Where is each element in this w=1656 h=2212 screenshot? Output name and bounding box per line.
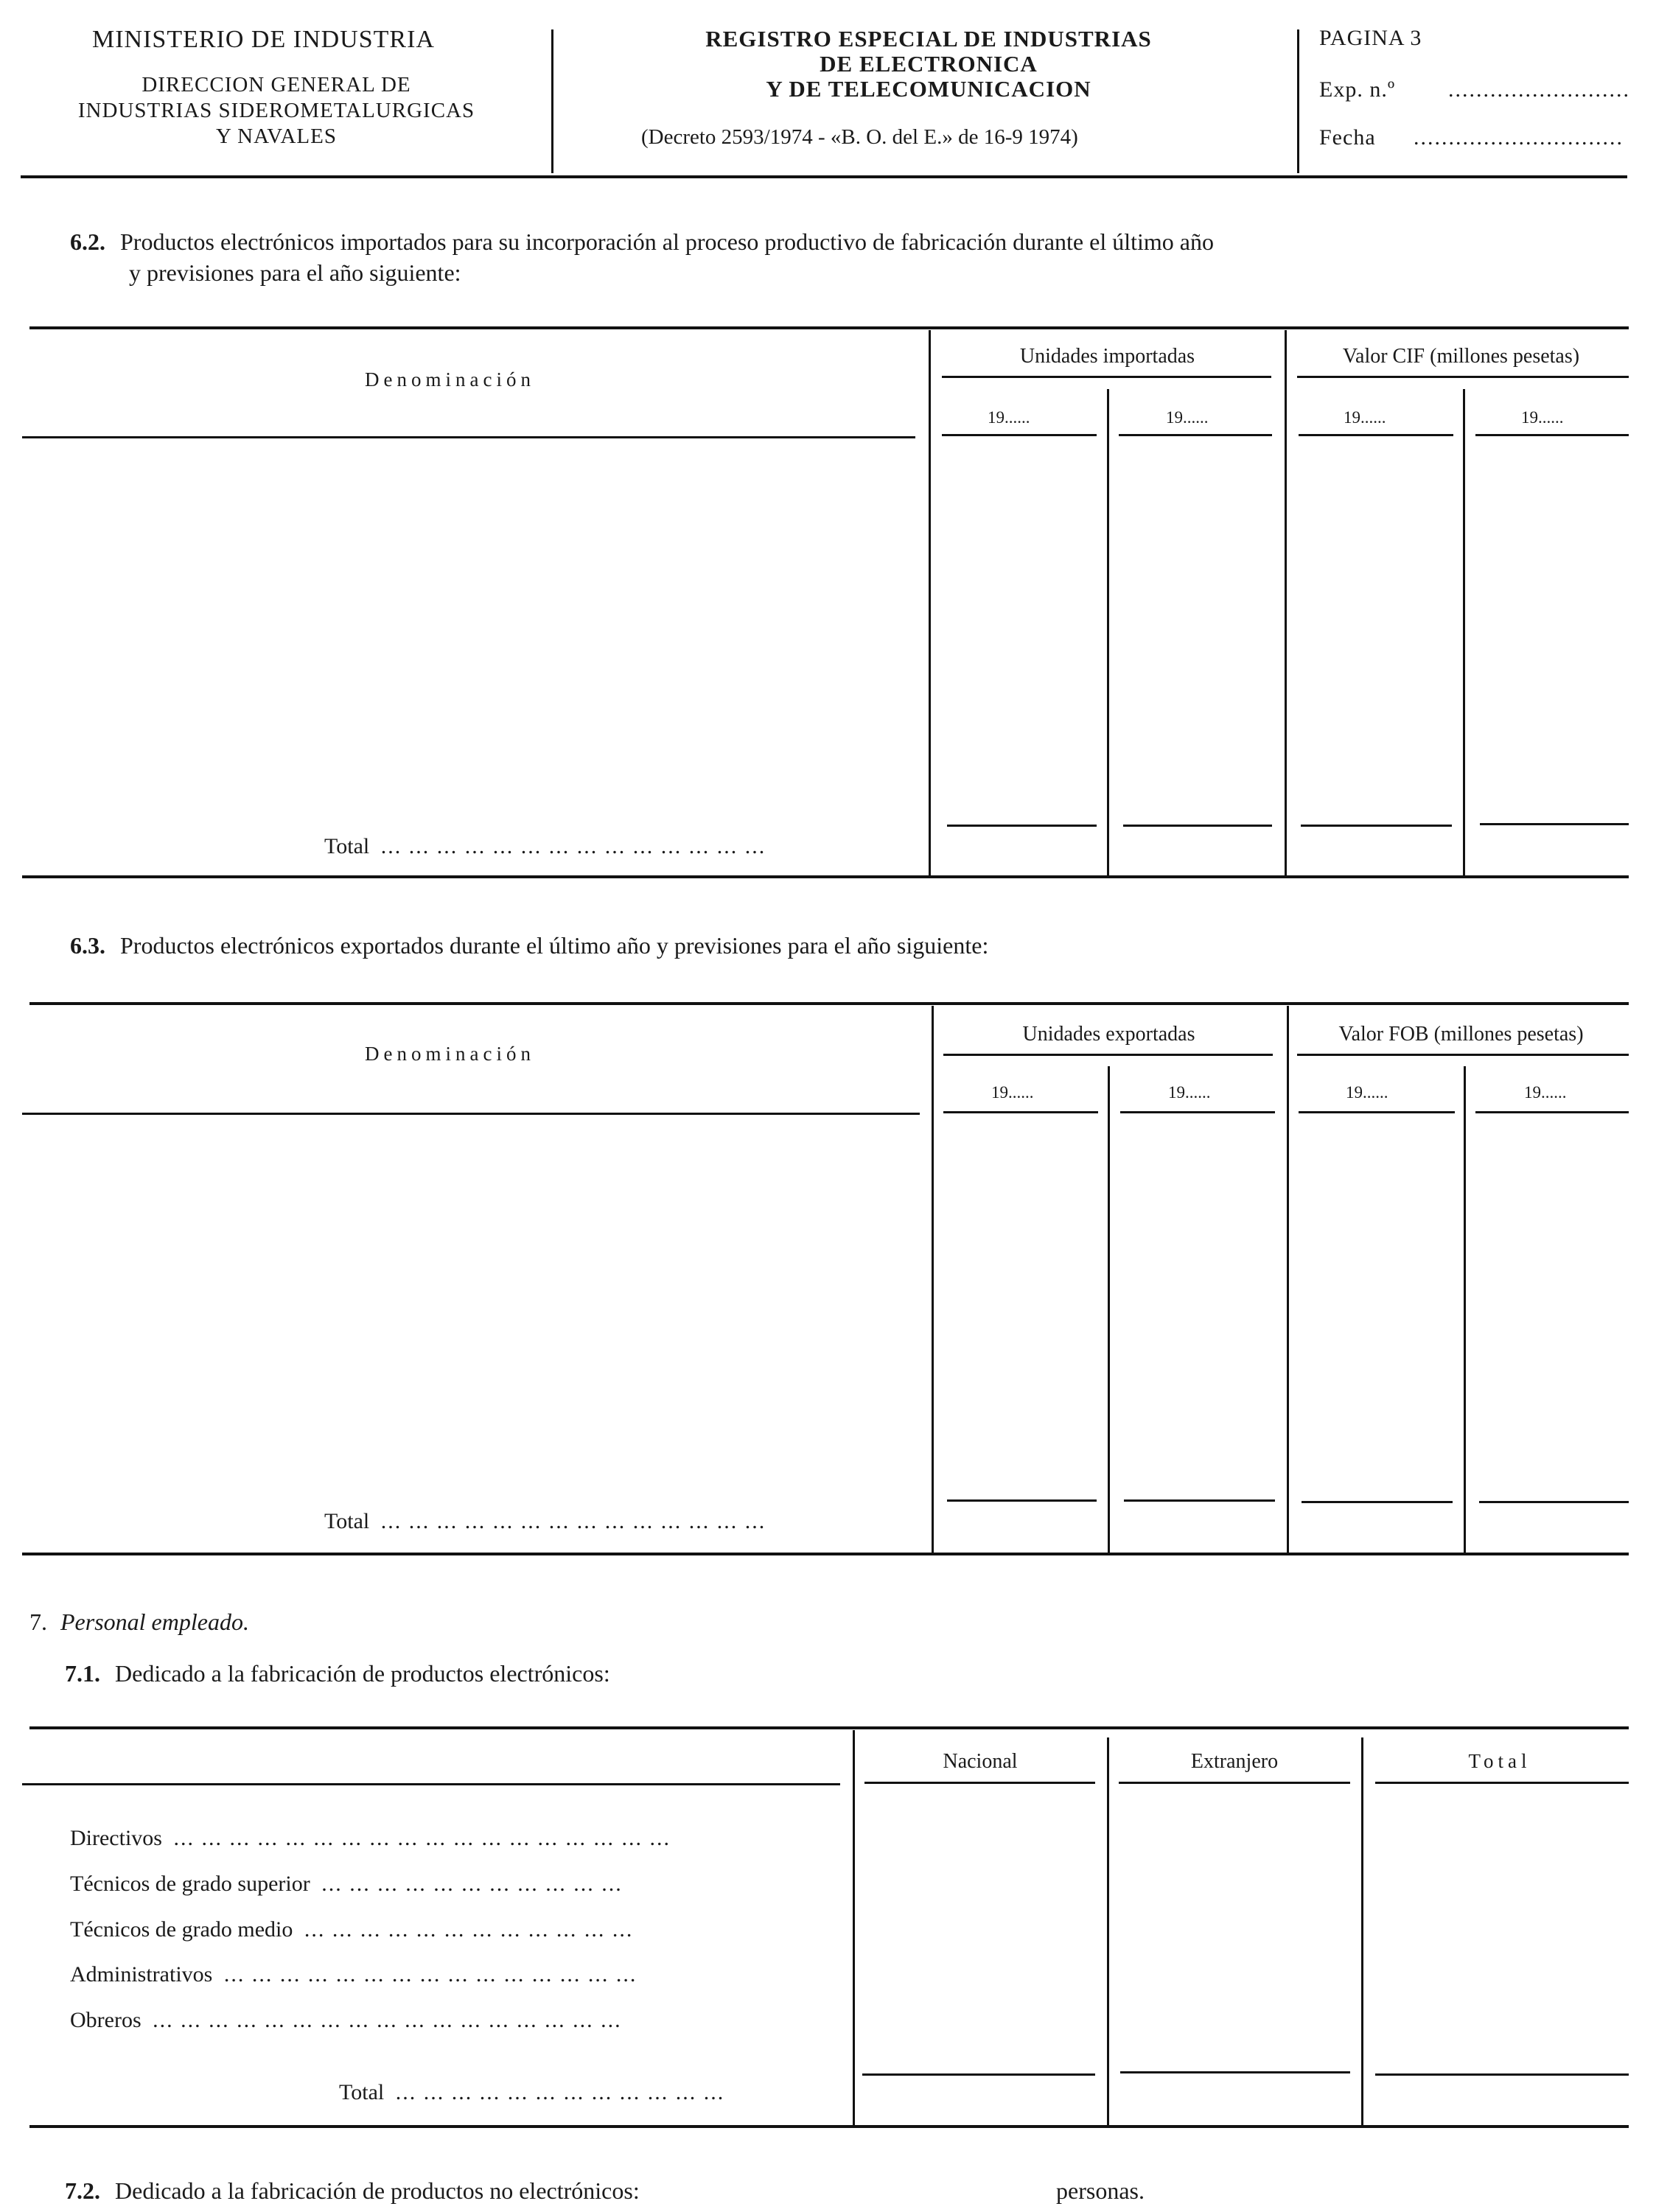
personnel-row-label: Directivos [70,1826,162,1850]
section-7-1-heading [65,1660,610,1687]
personnel-row-label: Administrativos [70,1962,213,1987]
imports-year-4: 19...... [1521,408,1564,427]
imports-units-rule [942,376,1271,378]
imports-sum-rule-2 [1123,825,1272,827]
imports-header-rule [22,436,915,438]
personnel-divider-main [853,1730,855,2127]
imports-year-2: 19...... [1166,408,1209,427]
exports-year-3: 19...... [1346,1083,1388,1102]
exports-units-rule [943,1054,1273,1056]
section-7-2-text: Dedicado a la fabricación de productos no electrónicos: [115,2177,640,2204]
exports-divider-main [932,1006,934,1553]
page-number: PAGINA 3 [1319,26,1422,50]
section-7-1-number: 7.1. [65,1660,100,1687]
imports-value-rule [1297,376,1629,378]
personnel-row-dots: ... ... ... ... ... ... ... ... ... ... ... ... [304,1917,634,1942]
section-7-2-number: 7.2. [65,2177,100,2204]
section-7-2-heading [65,2177,640,2205]
fecha-label: Fecha [1319,125,1376,150]
registry-line-3: Y DE TELECOMUNICACION [766,76,1091,102]
personnel-row [70,1917,633,1942]
section-6-2-text-line-2: y previsiones para el año siguiente: [129,259,461,286]
exports-total-label: Total [324,1509,370,1533]
personnel-sum-rule-2 [1120,2071,1350,2073]
personnel-divider-1 [1107,1737,1109,2127]
imports-divider-2 [1285,330,1287,875]
imports-total-label: Total [324,834,370,858]
section-6-3-heading [70,932,988,959]
exports-year-rule-1 [943,1111,1098,1113]
decree-reference: (Decreto 2593/1974 - «B. O. del E.» de 16-9 1974) [641,125,1078,149]
exports-total-dots: ... ... ... ... ... ... ... ... ... ... ... ... ... ... [380,1509,766,1533]
personnel-label-rule [22,1783,840,1785]
personnel-sum-rule-1 [862,2073,1095,2076]
personnel-head-rule-3 [1375,1782,1629,1784]
imports-total-dots: ... ... ... ... ... ... ... ... ... ... ... ... ... ... [380,834,766,858]
personnel-row [70,1962,637,1987]
header-divider-left [551,29,553,173]
exports-year-1: 19...... [991,1083,1034,1102]
imports-top-rule [29,326,1629,329]
section-6-2-heading [70,228,1214,256]
imports-sum-rule-4 [1480,823,1629,825]
direction-line-3: Y NAVALES [216,125,337,148]
section-6-3-number: 6.3. [70,932,105,959]
direction-line-2: INDUSTRIAS SIDEROMETALURGICAS [77,99,475,122]
personnel-row-label: Técnicos de grado superior [70,1872,310,1896]
personnel-col-nacional: Nacional [943,1750,1018,1773]
imports-year-1: 19...... [988,408,1030,427]
section-6-3-text: Productos electrónicos exportados durante el último año y previsiones para el año siguiente: [120,932,989,959]
header-rule [21,175,1627,178]
exports-sum-rule-3 [1302,1501,1453,1503]
registry-line-2: DE ELECTRONICA [820,51,1038,77]
exports-col-denominacion: Denominación [365,1043,535,1065]
exports-year-rule-2 [1120,1111,1275,1113]
personnel-row-dots: ... ... ... ... ... ... ... ... ... ... ... ... ... ... ... ... ... [153,2008,622,2032]
personnel-row-dots: ... ... ... ... ... ... ... ... ... ... ... ... ... ... ... [223,1962,637,1987]
personnel-row-dots: ... ... ... ... ... ... ... ... ... ... ... [321,1872,623,1896]
imports-sum-rule-1 [947,825,1097,827]
imports-divider-1 [1107,389,1109,875]
personnel-sum-rule-3 [1375,2073,1629,2076]
header-divider-right [1297,29,1299,173]
section-7-title: Personal empleado. [60,1609,249,1635]
exports-bottom-rule [22,1553,1629,1555]
imports-col-value: Valor CIF (millones pesetas) [1342,345,1580,368]
imports-divider-main [929,330,931,875]
exports-divider-3 [1464,1066,1466,1553]
exports-col-units: Unidades exportadas [1022,1023,1195,1046]
direction-line-1: DIRECCION GENERAL DE [142,73,411,97]
exports-year-rule-3 [1299,1111,1455,1113]
exports-top-rule [29,1002,1629,1005]
section-7-1-text: Dedicado a la fabricación de productos electrónicos: [115,1660,610,1687]
imports-divider-3 [1463,389,1465,875]
section-6-2-text-line-1: Productos electrónicos importados para su incorporación al proceso productivo de fabricación durante el último año [120,228,1214,255]
exports-year-rule-4 [1475,1111,1629,1113]
section-6-2-number: 6.2. [70,228,105,255]
personnel-total-row [339,2080,724,2105]
exports-sum-rule-2 [1124,1499,1275,1502]
personnel-top-rule [29,1726,1629,1729]
exports-header-rule [22,1113,920,1115]
section-7-2-unit: personas. [1056,2177,1145,2204]
section-7-heading [29,1609,249,1636]
personnel-bottom-rule [29,2125,1629,2128]
exports-total-row [324,1509,766,1534]
personnel-row [70,1826,671,1851]
exports-year-2: 19...... [1168,1083,1211,1102]
personnel-row-label: Obreros [70,2008,142,2032]
imports-year-rule-2 [1119,434,1272,436]
exports-divider-1 [1108,1066,1110,1553]
exports-divider-2 [1287,1006,1289,1553]
personnel-head-rule-1 [864,1782,1095,1784]
exports-col-value: Valor FOB (millones pesetas) [1338,1023,1584,1046]
personnel-total-label: Total [339,2080,385,2104]
personnel-head-rule-2 [1119,1782,1350,1784]
imports-bottom-rule [22,875,1629,878]
imports-sum-rule-3 [1301,825,1452,827]
exports-sum-rule-1 [947,1499,1097,1502]
personnel-row [70,1872,623,1897]
imports-year-rule-3 [1299,434,1453,436]
exp-field[interactable]: .......................... [1448,77,1630,102]
imports-col-denominacion: Denominación [365,368,535,391]
exp-label: Exp. n.º [1319,77,1396,102]
personnel-col-extranjero: Extranjero [1190,1750,1279,1773]
fecha-field[interactable]: .............................. [1414,125,1624,150]
exports-year-4: 19...... [1524,1083,1567,1102]
personnel-total-dots: ... ... ... ... ... ... ... ... ... ... ... ... [395,2080,725,2104]
personnel-row-dots: ... ... ... ... ... ... ... ... ... ... ... ... ... ... ... ... ... ... [173,1826,671,1850]
personnel-row-label: Técnicos de grado medio [70,1917,293,1942]
ministry-title: MINISTERIO DE INDUSTRIA [92,26,435,53]
registry-line-1: REGISTRO ESPECIAL DE INDUSTRIAS [705,26,1152,52]
imports-col-units: Unidades importadas [1019,345,1195,368]
exports-sum-rule-4 [1479,1501,1629,1503]
exports-value-rule [1297,1054,1629,1056]
imports-total-row [324,834,766,859]
personnel-row [70,2008,622,2033]
imports-year-rule-1 [942,434,1097,436]
personnel-col-total: Total [1468,1750,1531,1772]
imports-year-rule-4 [1475,434,1629,436]
imports-year-3: 19...... [1344,408,1386,427]
personnel-divider-2 [1361,1737,1363,2127]
section-7-number: 7. [29,1609,47,1635]
